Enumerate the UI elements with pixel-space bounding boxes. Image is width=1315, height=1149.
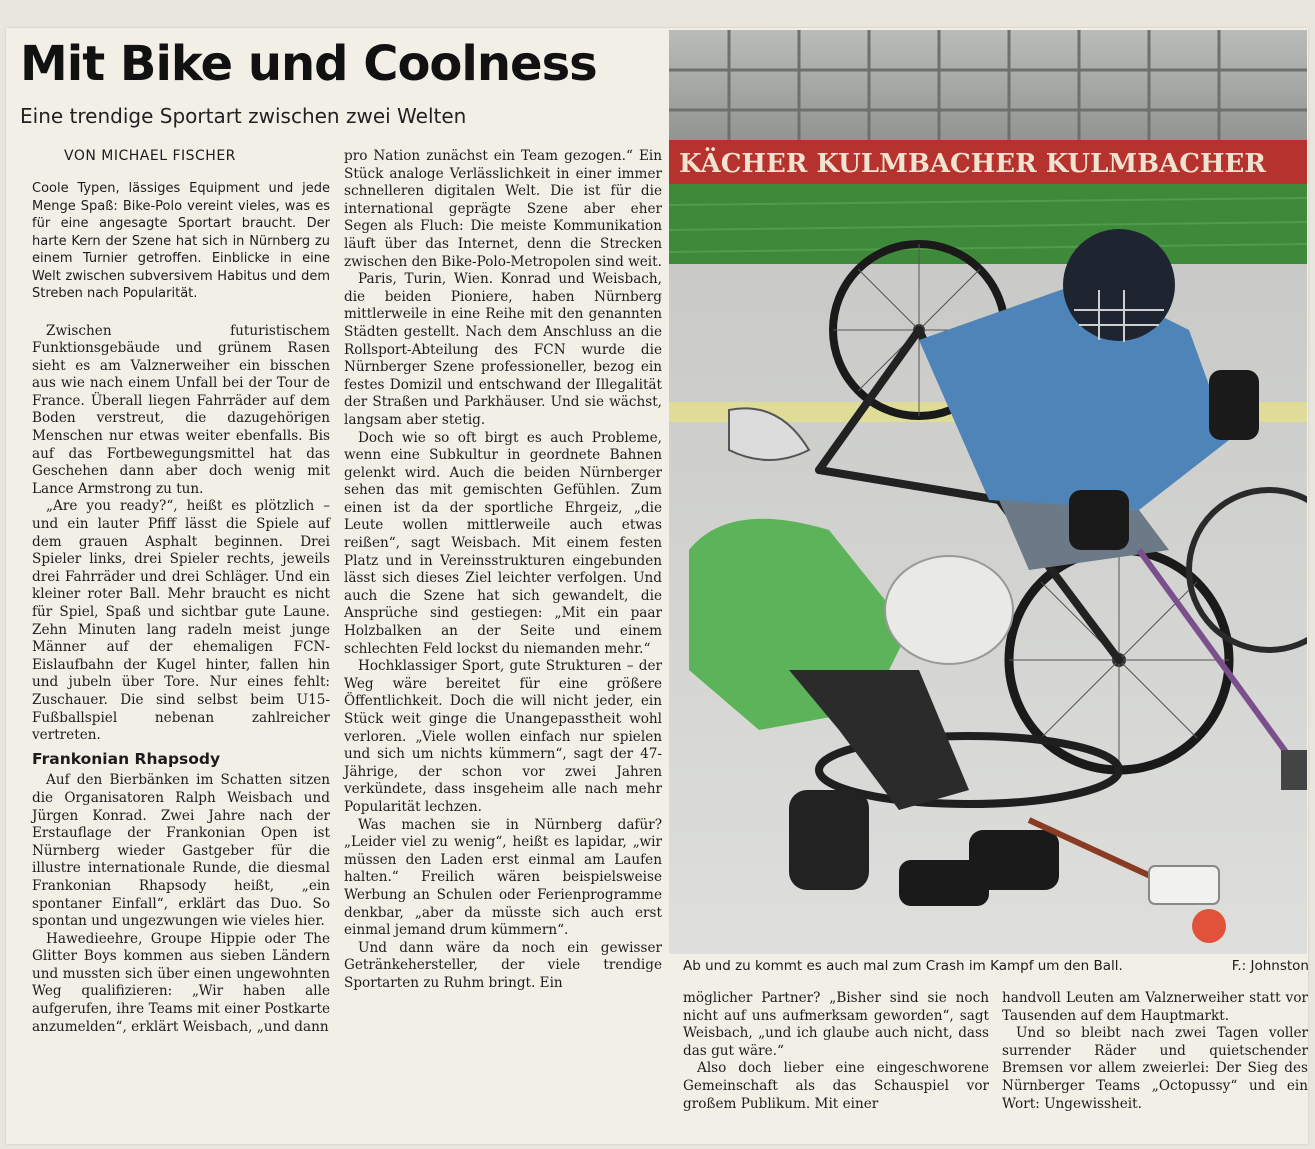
article-headline: Mit Bike und Coolness bbox=[20, 36, 597, 92]
paragraph: möglicher Partner? „Bisher sind sie noch nicht auf uns aufmerksam geworden“, sagt Weisbach, „und ich glaube auch nicht, dass das gut wäre.“ bbox=[683, 990, 989, 1059]
paragraph: Auf den Bierbänken im Schatten sitzen die Organisatoren Ralph Weisbach und Jürgen Konrad. Zwei Jahre nach der Erstauflage der Frankonian Open ist Nürnberg wieder Gastgeber für die illustre internationale Runde, die diesmal Frankonian Rhapsody heißt, „ein spontaner Einfall“, erklärt das Duo. So spontan und ungezwungen wie vieles hier. bbox=[32, 772, 330, 930]
article-column-4 bbox=[1002, 990, 1308, 1113]
paragraph: Hochklassiger Sport, gute Strukturen – der Weg wäre bereitet für eine größere Öffentlichkeit. Doch die will nicht jeder, ein Stück weit ginge die Unangepasstheit wohl verloren. „Viele wollen einfach nur spielen und sich um nichts kümmern“, sagt der 47-Jährige, der schon vor zwei Jahren verkündete, dass insgeheim alle nach mehr Popularität lechzen. bbox=[344, 658, 662, 815]
ball bbox=[1192, 909, 1226, 943]
banner-text: KÄCHER KULMBACHER KULMBACHER bbox=[679, 149, 1266, 179]
photo-credit: F.: Johnston bbox=[1231, 958, 1309, 974]
paragraph: Hawedieehre, Groupe Hippie oder The Glitter Boys kommen aus sieben Ländern und mussten sich über einen ungewohnten Weg qualifizieren: „Wir haben alle aufgerufen, ihre Teams mit einer Postkarte anzumelden“, erklärt Weisbach, „und dann bbox=[32, 930, 330, 1035]
paragraph: Paris, Turin, Wien. Konrad und Weisbach, die beiden Pioniere, haben Nürnberg mittlerweile in eine Reihe mit den genannten Städten gestellt. Nach dem Anschluss an die Rollsport-Abteilung des FCN wurde die Nürnberger Szene professioneller, bezog ein festes Domizil und entschwand der Illegalität der Straßen und Parkhäuser. Und sie wächst, langsam aber stetig. bbox=[344, 271, 662, 428]
paragraph: pro Nation zunächst ein Team gezogen.“ Ein Stück analoge Verlässlichkeit in einer immer schnelleren digitalen Welt. Die ist für die international geprägte Szene aber eher Segen als Fluch: Die meiste Kommunikation läuft über das Internet, denn die Strecken zwischen den Bike-Polo-Metropolen sind weit. bbox=[344, 148, 662, 270]
helmet bbox=[885, 556, 1013, 664]
photo-caption-row bbox=[683, 958, 1309, 974]
article-subheadline: Eine trendige Sportart zwischen zwei Welten bbox=[20, 104, 467, 128]
paragraph: „Are you ready?“, heißt es plötzlich – und ein lauter Pfiff lässt die Spiele auf dem grauen Asphalt beginnen. Drei Spieler links, drei Spieler rechts, jeweils drei Fahrräder und drei Schläger. Und ein kleiner roter Ball. Mehr braucht es nicht für Spiel, Spaß und sichtbar gute Laune. Zehn Minuten lang radeln meist junge Männer auf der ehemaligen FCN-Eislaufbahn der Kugel hinter, fallen hin und jubeln über Tore. Nur eines fehlt: Zuschauer. Die sind selbst beim U15-Fußballspiel nebenan zahlreicher vertreten. bbox=[32, 498, 330, 744]
article-column-2 bbox=[344, 148, 662, 993]
paragraph: Doch wie so oft birgt es auch Probleme, wenn eine Subkultur in geordnete Bahnen gelenkt wird. Auch die beiden Nürnberger sehen das mit gemischten Gefühlen. Zum einen ist da der sportliche Ehrgeiz, „die Leute wollen mittlerweile auch etwas reißen“, sagt Weisbach. Mit einem festen Platz und in Vereinsstrukturen eingebunden lässt sich dieses Ziel leichter verfolgen. Und auch die Szene hat sich gewandelt, die Ansprüche sind gestiegen: „Mit ein paar Holzbalken an der Seite und einem schlechten Feld lockst du niemanden mehr.“ bbox=[344, 429, 662, 657]
photo-caption: Ab und zu kommt es auch mal zum Crash im Kampf um den Ball. bbox=[683, 958, 1123, 974]
bike-polo-crash-illustration bbox=[669, 30, 1307, 954]
glove bbox=[1069, 490, 1129, 550]
article-byline: VON MICHAEL FISCHER bbox=[64, 148, 236, 164]
section-heading: Frankonian Rhapsody bbox=[32, 749, 221, 768]
knee-pad bbox=[789, 790, 869, 890]
paragraph: Zwischen futuristischem Funktionsgebäude und grünem Rasen sieht es am Valznerweiher ein bisschen aus wie nach einem Unfall bei der Tour de France. Überall liegen Fahrräder auf dem Boden verstreut, die dazugehörigen Menschen nur etwas weiter ebenfalls. Bis auf das Fortbewegungsmittel hat das Geschehen dann aber doch wenig mit Lance Armstrong zu tun. bbox=[32, 322, 330, 497]
article-column-1 bbox=[32, 180, 330, 1036]
paragraph: handvoll Leuten am Valznerweiher statt vor Tausenden auf dem Hauptmarkt. bbox=[1002, 990, 1308, 1024]
paragraph: Und so bleibt nach zwei Tagen voller surrender Räder und quietschender Bremsen vor allem zweierlei: Der Sieg des Nürnberger Teams „Octopussy“ und ein Wort: Ungewissheit. bbox=[1002, 1025, 1308, 1112]
glove bbox=[1209, 370, 1259, 440]
paragraph: Was machen sie in Nürnberg dafür? „Leider viel zu wenig“, heißt es lapidar, „wir müssen den Laden erst einmal am Laufen halten.“ Freilich wären beispielsweise Werbung an Schulen oder Ferienprogramme denkbar, „aber da müsste sich auch erst einmal jemand drum kümmern“. bbox=[344, 816, 662, 939]
article-photo bbox=[669, 30, 1307, 954]
paragraph: Und dann wäre da noch ein gewisser Getränkehersteller, der viele trendige Sportarten zu Ruhm bringt. Ein bbox=[344, 939, 662, 991]
article-column-3 bbox=[683, 990, 989, 1113]
paragraph: Also doch lieber eine eingeschworene Gemeinschaft als das Schauspiel vor großem Publikum. Mit einer bbox=[683, 1060, 989, 1112]
article-lead: Coole Typen, lässiges Equipment und jede Menge Spaß: Bike-Polo vereint vieles, was es für eine angesagte Sportart braucht. Der harte Kern der Szene hat sich in Nürnberg zu einem Turnier getroffen. Einblicke in eine Welt zwischen subversivem Habitus und dem Streben nach Popularität. bbox=[32, 181, 330, 301]
